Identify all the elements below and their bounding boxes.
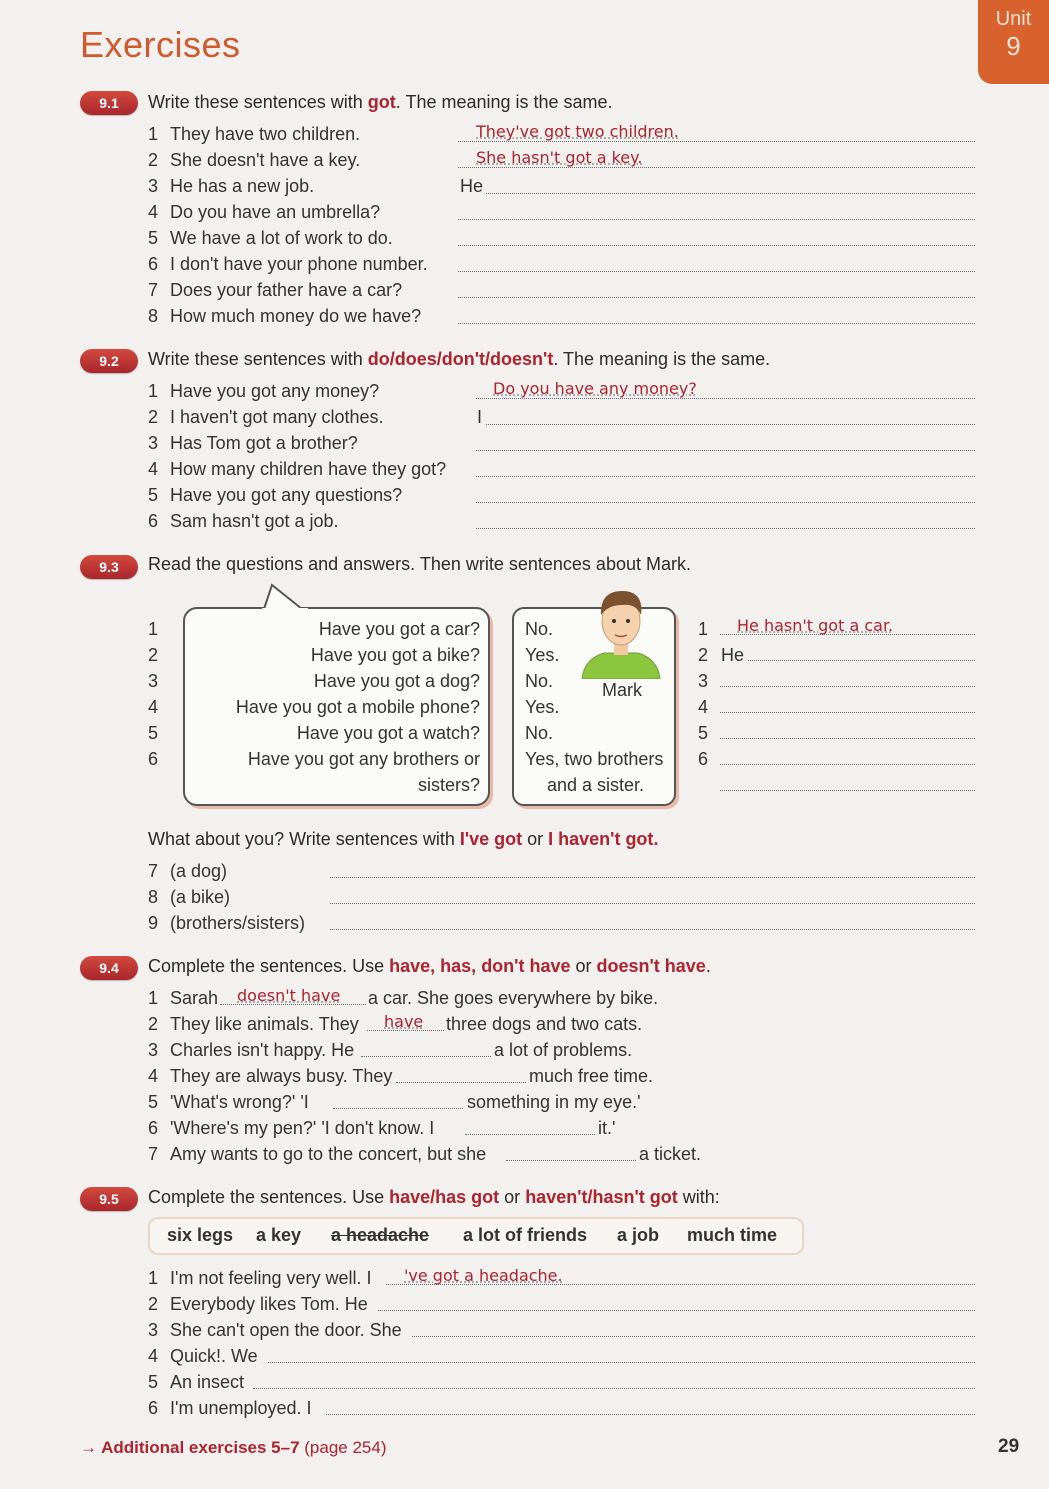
mark-illustration [578,583,664,679]
answer-text: doesn't have [237,986,341,1005]
question-9-4-1: 1 Sarah [148,988,219,1008]
question-9-5-1: 1 I'm not feeling very well. I [148,1268,372,1288]
bubble-question: Have you got a car? [318,619,480,639]
question-9-2-5: 5 Have you got any questions? [148,485,403,505]
answer-line[interactable] [378,1310,975,1311]
word-option: a job [617,1225,660,1245]
answer-line[interactable] [458,297,975,298]
unit-number: 9 [1006,31,1021,61]
question-9-2-2: 2 I haven't got many clothes. [148,407,384,427]
sentence-number: 3 [698,671,709,691]
question-9-5-2: 2 Everybody likes Tom. He [148,1294,368,1314]
exercise-badge-9-1: 9.1 [80,91,138,115]
question-number: 5 [148,723,159,743]
card-answer: Yes. [525,645,560,665]
word-option-used: a headache [331,1225,430,1245]
unit-tab [978,0,1049,84]
answer-line[interactable] [476,502,975,503]
question-9-4-2: 2 They like animals. They [148,1014,359,1034]
exercise-badge-9-5: 9.5 [80,1187,138,1211]
question-number: 1 [148,619,159,639]
sentence-end: a car. She goes everywhere by bike. [368,988,659,1008]
answer-prefix: He [721,645,745,665]
page-title: Exercises [80,24,241,65]
question-9-4-7: 7 Amy wants to go to the concert, but she [148,1144,487,1164]
sentence-number: 4 [698,697,709,717]
word-option: a lot of friends [463,1225,588,1245]
question-9-1-3: 3 He has a new job. [148,176,315,196]
answer-text: have [384,1012,424,1031]
page-number: 29 [998,1436,1020,1457]
answer-line[interactable] [476,450,975,451]
exercise-instruction-9-5: Complete the sentences. Use have/has got or haven't/hasn't got with: [148,1187,720,1207]
card-answer: No. [525,723,554,743]
question-9-4-4: 4 They are always busy. They [148,1066,393,1086]
answer-line[interactable] [458,219,975,220]
exercise-instruction-9-2: Write these sentences with do/does/don't/doesn't. The meaning is the same. [148,349,771,369]
answer-text: Do you have any money? [493,379,697,398]
sentence-end: a ticket. [639,1144,702,1164]
bubble-question: Have you got a watch? [296,723,480,743]
answer-line[interactable] [458,141,975,142]
answer-line[interactable] [458,245,975,246]
question-9-5-5: 5 An insect [148,1372,245,1392]
question-9-2-6: 6 Sam hasn't got a job. [148,511,339,531]
sentence-end: much free time. [529,1066,654,1086]
answer-prefix: I [477,407,483,427]
card-answer: No. [525,671,554,691]
answer-line[interactable] [720,764,975,765]
answer-text: 've got a headache. [404,1266,563,1285]
answer-line[interactable] [720,712,975,713]
exercise-badge-9-4: 9.4 [80,956,138,980]
answer-line[interactable] [465,1134,595,1135]
bubble-question: Have you got a dog? [313,671,480,691]
word-box [148,1217,804,1255]
question-9-2-3: 3 Has Tom got a brother? [148,433,358,453]
answer-line[interactable] [330,903,975,904]
bubble-question: Have you got a mobile phone? [235,697,480,717]
answer-line[interactable] [720,738,975,739]
question-number: 3 [148,671,159,691]
answer-line[interactable] [720,790,975,791]
answer-line[interactable] [486,424,975,425]
question-9-4-5: 5 'What's wrong?' 'I [148,1092,309,1112]
card-answer: and a sister. [547,775,645,795]
additional-exercises-link[interactable]: → Additional exercises 5–7 (page 254) [80,1438,387,1457]
question-9-1-1: 1 They have two children. [148,124,361,144]
exercise-badge-9-3: 9.3 [80,555,138,579]
question-9-1-8: 8 How much money do we have? [148,306,422,326]
question-number: 4 [148,697,159,717]
card-answer: Yes. [525,697,560,717]
word-option: much time [687,1225,778,1245]
bubble-question: sisters? [417,775,480,795]
bubble-question: Have you got any brothers or [247,749,480,769]
answer-line[interactable] [720,686,975,687]
sentence-number: 2 [698,645,709,665]
answer-line[interactable] [458,271,975,272]
question-number: 6 [148,749,159,769]
sentence-end: three dogs and two cats. [446,1014,643,1034]
bubble-question: Have you got a bike? [310,645,480,665]
question-number: 2 [148,645,159,665]
answer-line[interactable] [333,1108,463,1109]
question-9-1-4: 4 Do you have an umbrella? [148,202,381,222]
answer-line[interactable] [476,528,975,529]
answer-line[interactable] [326,1414,975,1415]
speech-bubble [183,607,490,806]
question-9-5-6: 6 I'm unemployed. I [148,1398,312,1418]
question-9-2-1: 1 Have you got any money? [148,381,380,401]
answer-line[interactable] [476,476,975,477]
unit-label: Unit [995,8,1032,30]
sentence-end: something in my eye.' [467,1092,641,1112]
sentence-end: a lot of problems. [494,1040,633,1060]
word-option: a key [256,1225,302,1245]
sentence-number: 6 [698,749,709,769]
sentence-end: it.' [598,1118,616,1138]
answer-line[interactable] [412,1336,975,1337]
answer-line[interactable] [268,1362,975,1363]
question-9-4-3: 3 Charles isn't happy. He [148,1040,355,1060]
answer-line[interactable] [506,1160,636,1161]
answer-line[interactable] [253,1388,975,1389]
exercise-badge-9-2: 9.2 [80,349,138,373]
answer-prefix: He [460,176,484,196]
question-9-3-7: 7 (a dog) [148,861,228,881]
answer-line[interactable] [458,167,975,168]
person-name: Mark [602,680,642,700]
word-option: six legs [167,1225,234,1245]
card-answer: No. [525,619,554,639]
answer-text: They've got two children. [476,122,679,141]
question-9-1-6: 6 I don't have your phone number. [148,254,428,274]
answer-line[interactable] [476,398,975,399]
question-9-1-2: 2 She doesn't have a key. [148,150,361,170]
answer-line[interactable] [748,660,975,661]
exercise-instruction-9-3-you: What about you? Write sentences with I've got or I haven't got. [148,829,659,849]
exercise-instruction-9-4: Complete the sentences. Use have, has, don't have or doesn't have. [148,956,711,976]
question-9-4-6: 6 'Where's my pen?' 'I don't know. I [148,1118,435,1138]
answer-line[interactable] [361,1056,491,1057]
question-9-2-4: 4 How many children have they got? [148,459,447,479]
speech-bubble-tail [262,583,308,610]
answer-line[interactable] [486,193,975,194]
question-9-1-5: 5 We have a lot of work to do. [148,228,393,248]
question-9-1-7: 7 Does your father have a car? [148,280,403,300]
answer-line[interactable] [458,323,975,324]
sentence-number: 1 [698,619,709,639]
card-answer: Yes, two brothers [525,749,664,769]
question-9-5-4: 4 Quick!. We [148,1346,258,1366]
answer-line[interactable] [396,1082,526,1083]
exercise-instruction-9-3: Read the questions and answers. Then write sentences about Mark. [148,554,691,574]
answer-line[interactable] [330,929,975,930]
answer-text: She hasn't got a key. [476,148,643,167]
exercise-instruction-9-1: Write these sentences with got. The meaning is the same. [148,92,613,112]
answer-line[interactable] [330,877,975,878]
question-9-5-3: 3 She can't open the door. She [148,1320,402,1340]
answer-text: He hasn't got a car. [737,616,894,635]
question-9-3-8: 8 (a bike) [148,887,231,907]
sentence-number: 5 [698,723,709,743]
question-9-3-9: 9 (brothers/sisters) [148,913,306,933]
